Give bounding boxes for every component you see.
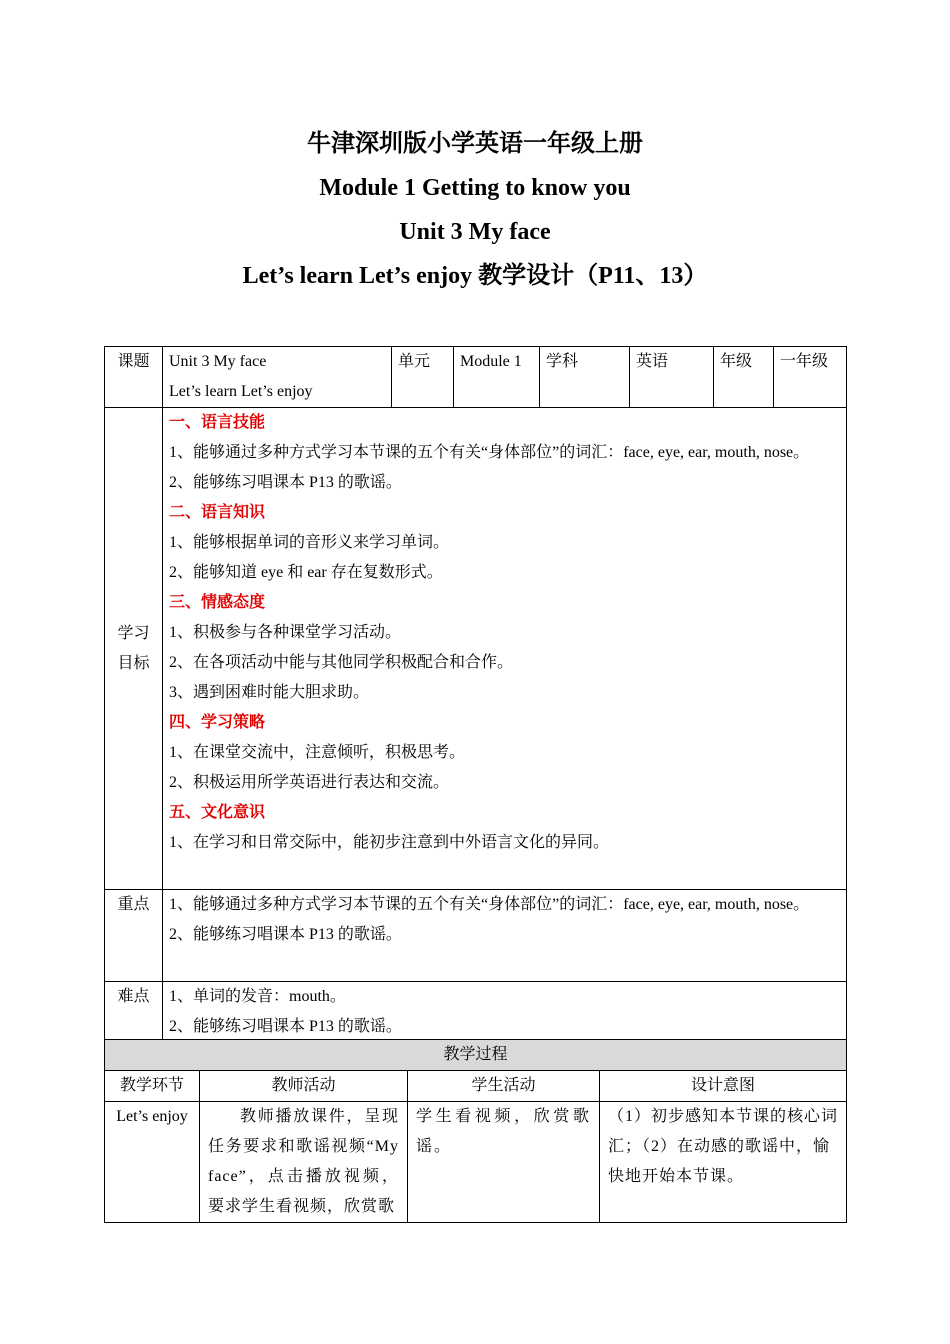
- process-title-row: [105, 1040, 847, 1071]
- key-points-label: 重点: [105, 890, 163, 982]
- goals-section-title: 四、学习策略: [169, 714, 266, 731]
- key-point-item: 2、能够练习唱课本 P13 的歌谣。: [169, 926, 402, 943]
- topic-label: 课题: [105, 347, 163, 408]
- goals-label: [105, 408, 163, 890]
- goals-item: 2、积极运用所学英语进行表达和交流。: [169, 774, 450, 791]
- info-row: [105, 347, 847, 408]
- goals-item: 1、在学习和日常交际中，能初步注意到中外语言文化的异同。: [169, 834, 610, 851]
- key-point-item: 1、能够通过多种方式学习本节课的五个有关“身体部位”的词汇：face, eye, ear, mouth, nose。: [169, 896, 810, 913]
- goals-item: 2、能够知道 eye 和 ear 存在复数形式。: [169, 564, 443, 581]
- lesson-info-table: [104, 346, 847, 1043]
- subject-label: 学科: [540, 347, 630, 408]
- process-header-row: [105, 1071, 847, 1102]
- col-header-student: 学生活动: [408, 1071, 600, 1102]
- goals-section-title: 五、文化意识: [169, 804, 266, 821]
- goals-label-line-2: 目标: [117, 654, 150, 672]
- difficult-point-item: 2、能够练习唱课本 P13 的歌谣。: [169, 1018, 402, 1035]
- difficult-points-label: 难点: [105, 982, 163, 1043]
- title-line-1: 牛津深圳版小学英语一年级上册: [307, 131, 643, 157]
- design-intent-cell: （1）初步感知本节课的核心词汇；（2）在动感的歌谣中，愉快地开始本节课。: [600, 1102, 847, 1223]
- goals-item: 1、能够通过多种方式学习本节课的五个有关“身体部位”的词汇：face, eye, ear, mouth, nose。: [169, 444, 810, 461]
- stage-cell: Let’s enjoy: [105, 1102, 200, 1223]
- unit-label: 单元: [392, 347, 454, 408]
- topic-value: [163, 347, 392, 408]
- process-row: [105, 1102, 847, 1223]
- teaching-process-table: [104, 1039, 847, 1223]
- document-title-block: [0, 122, 950, 298]
- difficult-points-row: [105, 982, 847, 1043]
- goals-item: 1、积极参与各种课堂学习活动。: [169, 624, 402, 641]
- key-points-row: [105, 890, 847, 982]
- grade-value: 一年级: [774, 347, 847, 408]
- title-line-4: Let’s learn Let’s enjoy 教学设计（P11、13）: [242, 263, 708, 289]
- goals-section-title: 二、语言知识: [169, 504, 266, 521]
- process-title: 教学过程: [105, 1040, 847, 1071]
- goals-item: 1、能够根据单词的音形义来学习单词。: [169, 534, 450, 551]
- col-header-intent: 设计意图: [600, 1071, 847, 1102]
- teacher-activity-cell: 教师播放课件，呈现任务要求和歌谣视频“My face”，点击播放视频，要求学生看视频，欣赏歌: [200, 1102, 408, 1223]
- goals-item: 1、在课堂交流中，注意倾听，积极思考。: [169, 744, 466, 761]
- subject-value: 英语: [630, 347, 714, 408]
- title-line-2: Module 1 Getting to know you: [319, 175, 631, 201]
- goals-section-title: 一、语言技能: [169, 414, 266, 431]
- goals-item: 2、能够练习唱课本 P13 的歌谣。: [169, 474, 402, 491]
- title-line-3: Unit 3 My face: [399, 219, 551, 245]
- grade-label: 年级: [714, 347, 774, 408]
- goals-item: 2、在各项活动中能与其他同学积极配合和合作。: [169, 654, 514, 671]
- col-header-stage: 教学环节: [105, 1071, 200, 1102]
- topic-value-line-1: Unit 3 My face: [169, 353, 267, 370]
- goals-content: [163, 408, 847, 890]
- goals-row: [105, 408, 847, 890]
- key-points-content: [163, 890, 847, 982]
- difficult-points-content: [163, 982, 847, 1043]
- goals-label-line-1: 学习: [117, 624, 150, 642]
- student-activity-cell: 学生看视频，欣赏歌谣。: [408, 1102, 600, 1223]
- topic-value-line-2: Let’s learn Let’s enjoy: [169, 383, 313, 400]
- unit-value: Module 1: [454, 347, 540, 408]
- goals-section-title: 三、情感态度: [169, 594, 266, 611]
- difficult-point-item: 1、单词的发音：mouth。: [169, 988, 346, 1005]
- col-header-teacher: 教师活动: [200, 1071, 408, 1102]
- goals-item: 3、遇到困难时能大胆求助。: [169, 684, 370, 701]
